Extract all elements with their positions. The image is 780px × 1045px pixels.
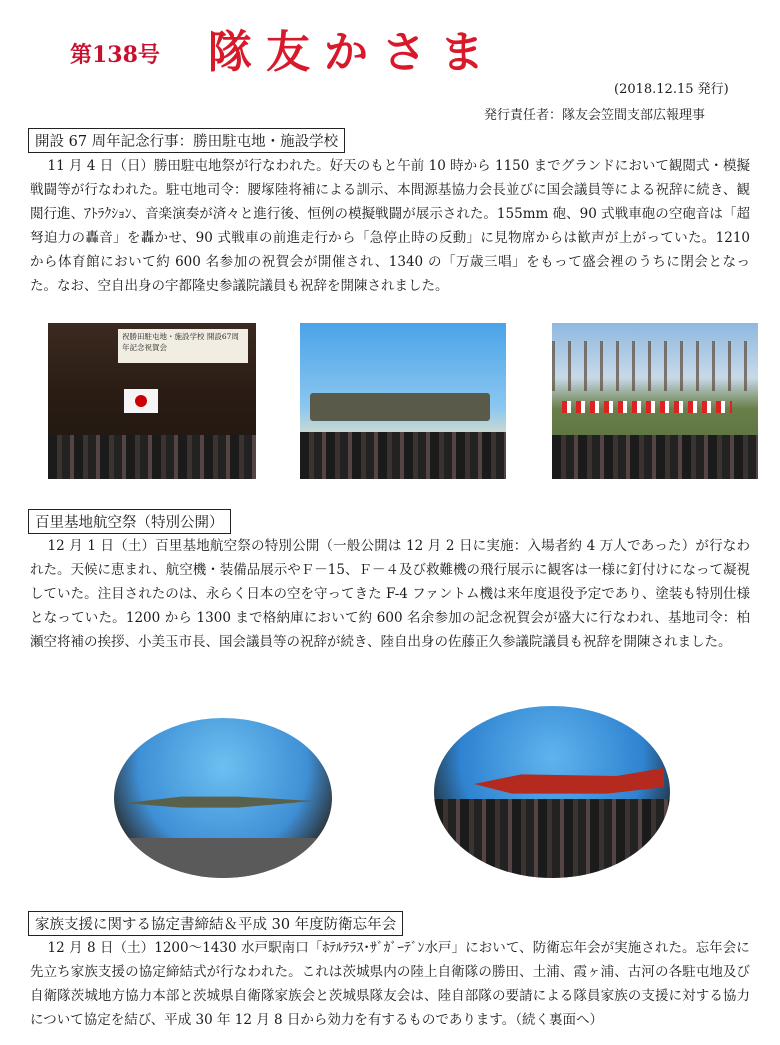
ceremony-hall-photo <box>48 323 256 479</box>
section-heading-hyakuri: 百里基地航空祭（特別公開） <box>28 509 231 534</box>
field-performance-photo <box>552 323 758 479</box>
newsletter-title: 隊友かさま <box>208 27 498 78</box>
section-heading-family-support: 家族支援に関する協定書締結＆平成 30 年度防衛忘年会 <box>28 911 403 936</box>
tank-shape <box>310 393 490 421</box>
dancers-row <box>562 401 732 413</box>
tank-display-photo <box>300 323 506 479</box>
f4-phantom-photo <box>114 718 332 878</box>
section-heading-katsuta: 開設 67 周年記念行事：勝田駐屯地・施設学校 <box>28 128 345 153</box>
flag-shape <box>124 389 158 413</box>
tree-line <box>552 341 758 391</box>
red-jet-shape <box>474 768 664 800</box>
publisher-line: 発行責任者：隊友会笠間支部広報理事 <box>484 108 706 123</box>
section-body-katsuta: 11 月 4 日（日）勝田駐屯地祭が行なわれた。好天のもと午前 10 時から 1150 までグランドにおいて観閲式・模擬戦闘等が行なわれた。駐屯地司令：腰塚陸将補による訓示、本間源基協力会長並びに国会議員等による祝辞に続き、観閲行進、ｱﾄﾗｸｼｮﾝ、音楽演奏が済々と進行後、恒例の模擬戦闘が展示された。155mm 砲、90 式戦車砲の空砲音は「超弩迫力の轟音」を轟かせ、90 式戦車の前進走行から「急停止時の反動」に見物席からは歓声が上がっていた。1210 から体育館において約 600 名参加の祝賀会が開催され、1340 の「万歳三唱」をもって盛会裡のうちに閉会となった。なお、空自出身の宇都隆史参議院議員も祝辞を開陳されました。 <box>30 158 750 294</box>
ceremony-banner: 祝勝田駐屯地・施設学校 開設67周年記念祝賀会 <box>118 329 248 363</box>
issue-number: 第138号 <box>70 42 160 68</box>
fighter-jet-shape <box>124 790 314 812</box>
airshow-crowd-photo <box>434 706 670 878</box>
section-body-hyakuri: 12 月 1 日（土）百里基地航空祭の特別公開（一般公開は 12 月 2 日に実施：入場者約 4 万人であった）が行なわれた。天候に恵まれ、航空機・装備品展示やＦ－15、Ｆ－４及び救難機の飛行展示に観客は一様に釘付けになって凝視していた。注目されたのは、永らく日本の空を守ってきた F-4 ファントム機は来年度退役予定であり、塗装も特別仕様となっていた。1200 から 1300 まで格納庫において約 600 名余参加の記念祝賀会が盛大に行なわれ、基地司令：柏瀬空将補の挨拶、小美玉市長、国会議員等の祝辞が続き、陸自出身の佐藤正久参議院議員も祝辞を開陳されました。 <box>30 538 750 650</box>
publication-date: (2018.12.15 発行) <box>614 82 729 97</box>
section-body-family-support: 12 月 8 日（土）1200～1430 水戸駅南口「ﾎﾃﾙﾃﾗｽ･ｻﾞｶﾞｰﾃﾞﾝ水戸」において、防衛忘年会が実施された。忘年会に先立ち家族支援の協定締結式が行なわれた。これは茨城県内の陸上自衛隊の勝田、土浦、霞ヶ浦、古河の各駐屯地及び自衛隊茨城地方協力本部と茨城県自衛隊家族会と茨城県隊友会は、陸自部隊の要請による隊員家族の支援に対する協力について協定を結び、平成 30 年 12 月 8 日から効力を有するものであります。（続く裏面へ） <box>30 940 750 1028</box>
